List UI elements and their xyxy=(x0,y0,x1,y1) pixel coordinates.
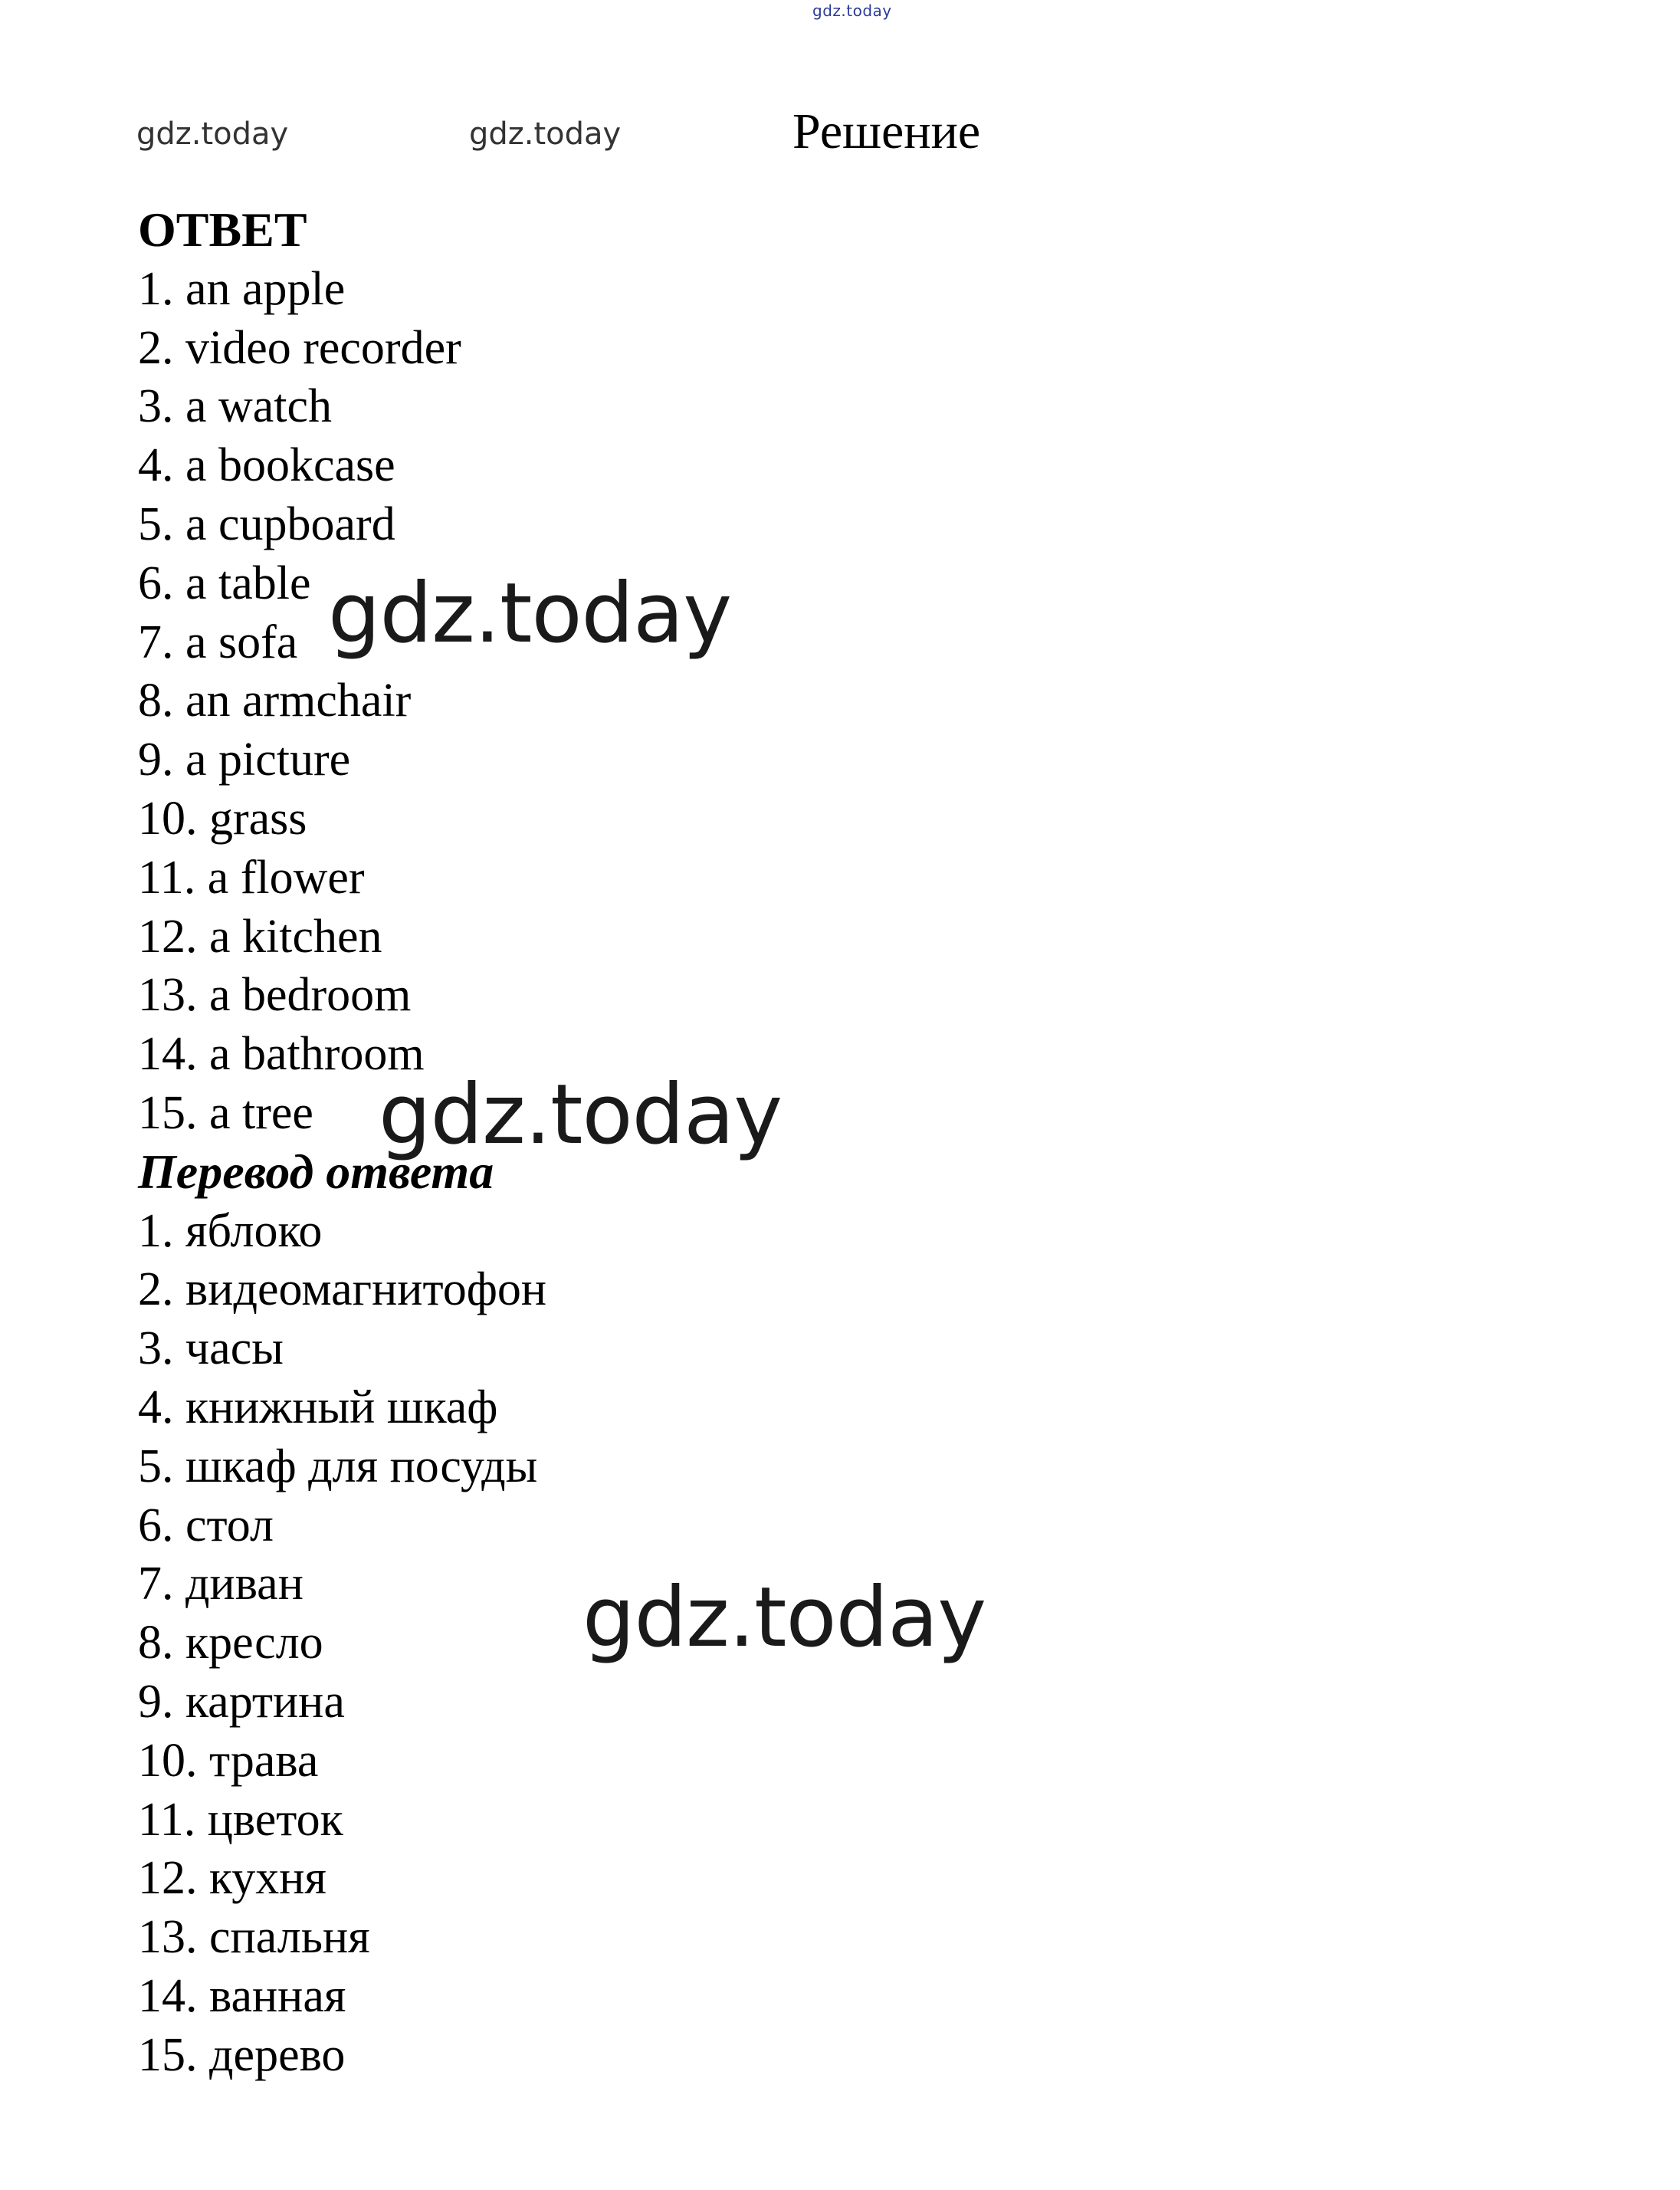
answer-item-1: 1. an apple xyxy=(138,262,346,315)
answer-item-14: 14. a bathroom xyxy=(138,1028,425,1081)
translation-item-8: 8. кресло xyxy=(138,1617,323,1670)
watermark-1: gdz.today xyxy=(328,566,732,662)
answer-item-6: 6. a table xyxy=(138,557,311,609)
answer-item-10: 10. grass xyxy=(138,792,307,845)
translation-item-10: 10. трава xyxy=(138,1734,319,1787)
answer-title: ОТВЕТ xyxy=(138,202,307,257)
translation-item-14: 14. ванная xyxy=(138,1969,346,2022)
translation-item-2: 2. видеомагнитофон xyxy=(138,1263,547,1316)
translation-item-11: 11. цветок xyxy=(138,1793,343,1846)
answer-item-13: 13. a bedroom xyxy=(138,969,412,1022)
translation-item-6: 6. стол xyxy=(138,1499,274,1551)
translation-item-1: 1. яблоко xyxy=(138,1204,323,1257)
answer-item-15: 15. a tree xyxy=(138,1086,313,1139)
answer-item-5: 5. a cupboard xyxy=(138,497,395,550)
answer-item-7: 7. a sofa xyxy=(138,616,298,668)
answer-item-11: 11. a flower xyxy=(138,851,365,904)
translation-item-4: 4. книжный шкаф xyxy=(138,1381,498,1433)
answer-item-2: 2. video recorder xyxy=(138,321,461,374)
header-watermark-left: gdz.today xyxy=(136,117,289,152)
translation-item-15: 15. дерево xyxy=(138,2028,346,2081)
answer-item-3: 3. a watch xyxy=(138,380,333,433)
answer-item-12: 12. a kitchen xyxy=(138,910,382,963)
answer-item-8: 8. an armchair xyxy=(138,675,412,727)
answer-item-4: 4. a bookcase xyxy=(138,439,395,492)
translation-item-13: 13. спальня xyxy=(138,1911,370,1964)
translation-item-5: 5. шкаф для посуды xyxy=(138,1440,538,1492)
translation-title: Перевод ответа xyxy=(138,1144,494,1199)
watermark-2: gdz.today xyxy=(379,1067,783,1163)
page-title: Решение xyxy=(792,103,981,159)
translation-item-9: 9. картина xyxy=(138,1675,345,1728)
translation-item-3: 3. часы xyxy=(138,1322,284,1375)
translation-item-7: 7. диван xyxy=(138,1558,304,1610)
header-watermark-center: gdz.today xyxy=(469,117,622,152)
watermark-3: gdz.today xyxy=(582,1570,986,1666)
answer-item-9: 9. a picture xyxy=(138,734,351,786)
translation-item-12: 12. кухня xyxy=(138,1852,326,1905)
top-watermark: gdz.today xyxy=(812,2,892,20)
